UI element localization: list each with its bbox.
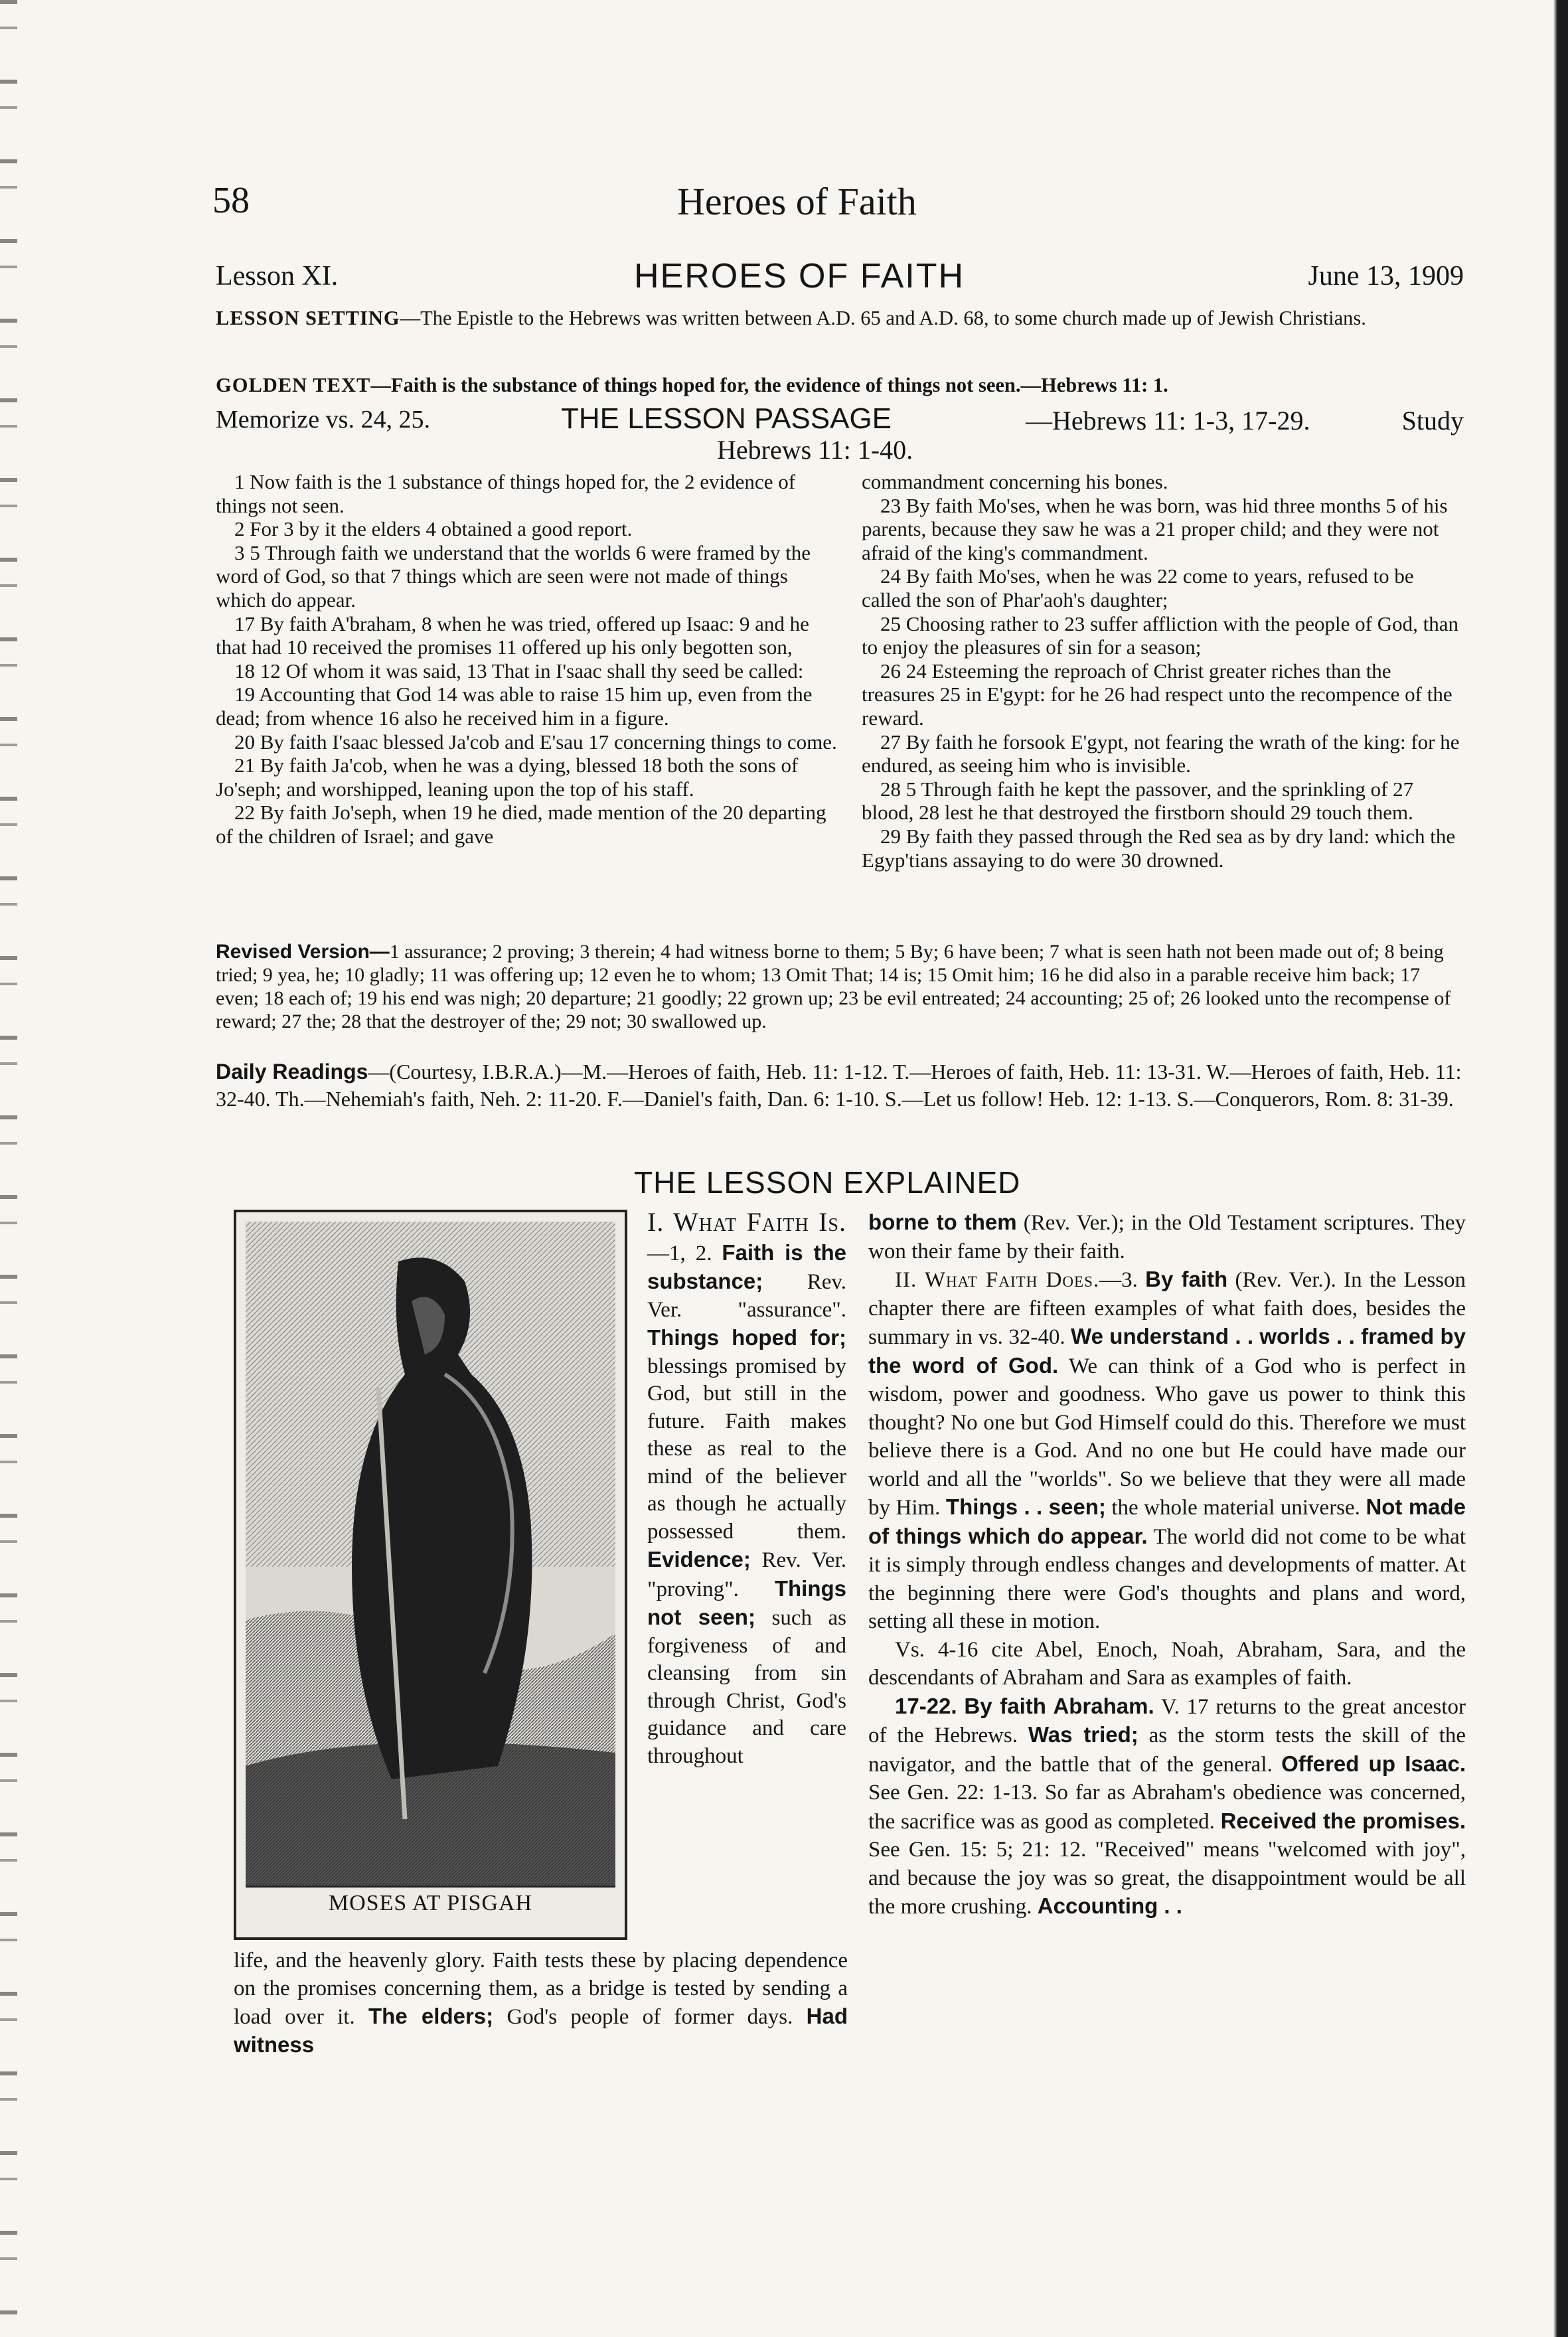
term-the-elders: The elders; [368, 2004, 494, 2028]
explanation-text: (Rev. Ver.). In the Lesson chapter there are fifteen examples of what faith does, besides the summary in vs. 32-40. [868, 1268, 1466, 1349]
verse: commandment concerning his bones. [862, 470, 1168, 493]
verse: 2 For 3 by it the elders 4 obtained a good report. [234, 517, 633, 541]
explanation-text: blessings promised by God, but still in the future. Faith makes these as real to the mind of the believer as though he actually possessed them. [647, 1354, 846, 1544]
lesson-date: June 13, 1909 [1308, 261, 1464, 291]
term-by-faith: By faith [1145, 1267, 1228, 1291]
term-things-hoped-for: Things hoped for; [647, 1325, 846, 1350]
section-heading-what-faith-does: II. What Faith Does. [895, 1268, 1100, 1292]
golden-text-label: GOLDEN TEXT [216, 374, 371, 396]
explanation-right-column [868, 1208, 1466, 1921]
lesson-setting [216, 307, 1464, 330]
explanation-text: Rev. Ver. "assurance". [647, 1270, 846, 1322]
running-header [212, 179, 1427, 232]
verse: 19 Accounting that God 14 was able to raise 15 him up, even from the dead; from whence 16 also he received him in a figure. [216, 683, 813, 730]
verse-ref: —3. [1099, 1268, 1138, 1292]
term-evidence: Evidence; [647, 1547, 751, 1571]
verse: 20 By faith I'saac blessed Ja'cob and E'sau 17 concerning things to come. [234, 730, 837, 754]
explanation-text: the whole material universe. [1111, 1496, 1360, 1520]
explanation-bottom-left [234, 1947, 848, 2059]
verse-ref: —1, 2. [647, 1241, 712, 1265]
explanation-text: See Gen. 15: 5; 21: 12. "Received" means "welcomed with joy", and because the joy was so great, the disappointment would be all the more crushing. [868, 1838, 1466, 1919]
explanation-text: (Rev. Ver.); in the Old Testament scriptures. They won their fame by their faith. [868, 1211, 1466, 1263]
left-binding-edge [0, 0, 17, 2337]
explanation-text: V. 17 returns to the great ancestor of the Hebrews. [868, 1694, 1466, 1747]
golden-text-body: —Faith is the substance of things hoped for, the evidence of things not seen.—Hebrews 11: 1. [370, 374, 1168, 396]
verse: 18 12 Of whom it was said, 13 That in I'saac shall thy seed be called: [234, 659, 804, 683]
revised-text: 1 assurance; 2 proving; 3 therein; 4 had witness borne to them; 5 By; 6 have been; 7 what is seen hath not been made out of; 8 being tried; 9 yea, he; 10 gladly; 11 was offering up; 12 even he to whom; 13 Omit That; 14 is; 15 Omit him; 16 he did also in a parable receive him back; 17 even; 18 each of; 19 his end was nigh; 20 departure; 21 goodly; 22 grown up; 23 be evil entreated; 24 accounting; 25 of; 26 looked unto the recompense of reward; 27 the; 28 that the destroyer of the; 29 not; 30 swallowed up. [216, 941, 1451, 1032]
verse: 25 Choosing rather to 23 suffer affliction with the people of God, than to enjoy the pleasures of sin for a season; [862, 611, 1458, 659]
lesson-number: Lesson XI. [216, 261, 339, 291]
term-things-not-seen: Things not seen; [647, 1575, 846, 1629]
revised-label: Revised Version— [216, 941, 390, 963]
term-things-seen: Things . . seen; [945, 1494, 1106, 1519]
term-borne-to-them: borne to them [868, 1210, 1017, 1234]
term-was-tried: Was tried; [1028, 1722, 1138, 1747]
study-reference: Hebrews 11: 1-40. [717, 435, 913, 465]
verse: 28 5 Through faith he kept the passover, and the sprinkling of 27 blood, 28 lest he that destroyed the firstborn should 29 touch them. [862, 777, 1414, 825]
explained-heading: THE LESSON EXPLAINED [634, 1165, 1021, 1200]
daily-readings [216, 1058, 1464, 1113]
setting-label: LESSON SETTING [216, 307, 400, 329]
moses-at-pisgah-illustration [246, 1222, 615, 1886]
explanation-text: Rev. Ver. "proving". [647, 1548, 846, 1601]
explanation-narrow-column [647, 1208, 846, 1770]
running-title: Heroes of Faith [677, 180, 917, 223]
figure-frame [234, 1210, 627, 1940]
daily-text: —(Courtesy, I.B.R.A.)—M.—Heroes of faith, Heb. 11: 1-12. T.—Heroes of faith, Heb. 11: 13-31. W.—Heroes of faith, Heb. 11: 32-40. Th.—Nehemiah's faith, Neh. 2: 11-20. F.—Daniel's faith, Dan. 6: 1-10. S.—Let us follow! Heb. 12: 1-13. S.—Conquerors, Rom. 8: 31-39. [216, 1060, 1462, 1111]
setting-text: —The Epistle to the Hebrews was written between A.D. 65 and A.D. 68, to some church made up of Jewish Christians. [400, 307, 1366, 329]
verse: 29 By faith they passed through the Red sea as by dry land: which the Egyp'tians assaying to do were 30 drowned. [862, 824, 1456, 872]
passage-label: THE LESSON PASSAGE [561, 402, 892, 435]
verse: 1 Now faith is the 1 substance of things hoped for, the 2 evidence of things not seen. [216, 470, 796, 517]
right-binding-edge [1553, 0, 1568, 2337]
explanation-text: God's people of former days. [507, 2005, 793, 2029]
term-by-faith-abraham: By faith Abraham. [964, 1693, 1154, 1718]
term-offered-up-isaac: Offered up Isaac. [1281, 1751, 1466, 1776]
explanation-text: as the storm tests the skill of the navigator, and the battle that of the general. [868, 1724, 1466, 1777]
verse: 22 By faith Jo'seph, when 19 he died, made mention of the 20 departing of the children of Israel; and gave [216, 801, 826, 848]
explanation-text: life, and the heavenly glory. Faith tests these by placing dependence on the promises concerning them, as a bridge is tested by sending a load over it. [234, 1949, 848, 2029]
verse: 24 By faith Mo'ses, when he was 22 come to years, refused to be called the son of Phar'aoh's daughter; [862, 564, 1414, 611]
term-faith-is-substance: Faith is the substance; [647, 1240, 846, 1293]
figure-caption: MOSES AT PISGAH [328, 1891, 533, 1915]
explanation-text: Vs. 4-16 cite Abel, Enoch, Noah, Abraham, Sara, and the descendants of Abraham and Sara as examples of faith. [868, 1637, 1466, 1690]
daily-label: Daily Readings [216, 1060, 368, 1084]
term-received-the-promises: Received the promises. [1220, 1808, 1466, 1833]
section-heading-what-faith-is: I. What Faith Is. [647, 1207, 846, 1237]
verse: 26 24 Esteeming the reproach of Christ greater riches than the treasures 25 in E'gypt: for he 26 had respect unto the recompence of the reward. [862, 659, 1452, 730]
verse: 21 By faith Ja'cob, when he was a dying, blessed 18 both the sons of Jo'seph; and worshipped, leaning upon the top of his staff. [216, 754, 799, 801]
caption-rule [246, 1886, 615, 1888]
verse: 27 By faith he forsook E'gypt, not fearing the wrath of the king: for he endured, as seeing him who is invisible. [862, 730, 1460, 777]
explanation-text: The world did not come to be what it is simply through endless changes and developments of matter. At the beginning there were God's thoughts and plans and word, setting all these in motion. [868, 1524, 1466, 1633]
term-not-made: Not made of things which do appear. [868, 1494, 1466, 1548]
term-accounting: Accounting . . [1037, 1894, 1182, 1918]
page-number: 58 [212, 180, 250, 221]
term-we-understand: We understand . . worlds . . framed by the word of God. [868, 1324, 1466, 1378]
term-had-witness: Had witness [234, 2004, 848, 2057]
passage-reference: —Hebrews 11: 1-3, 17-29. [1026, 406, 1310, 436]
verse: 23 By faith Mo'ses, when he was born, was hid three months 5 of his parents, because they saw he was a 21 proper child; and they were not afraid of the king's commandment. [862, 493, 1448, 564]
revised-version-notes [216, 940, 1464, 1033]
passage-left-column [216, 470, 843, 848]
study-label: Study [1401, 406, 1464, 436]
golden-text [216, 374, 1464, 397]
explanation-text: such as forgiveness of and cleansing from sin through Christ, God's guidance and care throughout [647, 1606, 847, 1768]
lesson-heading-row [216, 257, 1464, 300]
verse: 3 5 Through faith we understand that the worlds 6 were framed by the word of God, so that 7 things which are seen were not made of things which do appear. [216, 540, 811, 611]
verse: 17 By faith A'braham, 8 when he was tried, offered up Isaac: 9 and he that had 10 received the promises 11 offered up his only begotten son, [216, 611, 809, 659]
explanation-text: We can think of a God who is perfect in wisdom, power and goodness. Who gave us power to think this thought? No one but God Himself could do this. Therefore we must believe there is a God. And no one but He could have made our world and all the "worlds". So we believe that they were all made by Him. [868, 1354, 1466, 1520]
explanation-text: See Gen. 22: 1-13. So far as Abraham's obedience was concerned, the sacrifice was as good as completed. [868, 1781, 1466, 1834]
lesson-title: HEROES OF FAITH [634, 257, 965, 295]
memorize-label: Memorize vs. 24, 25. [216, 406, 430, 434]
passage-right-column [862, 470, 1462, 872]
passage-header [216, 402, 1464, 471]
verse-ref: 17-22. [895, 1693, 957, 1718]
